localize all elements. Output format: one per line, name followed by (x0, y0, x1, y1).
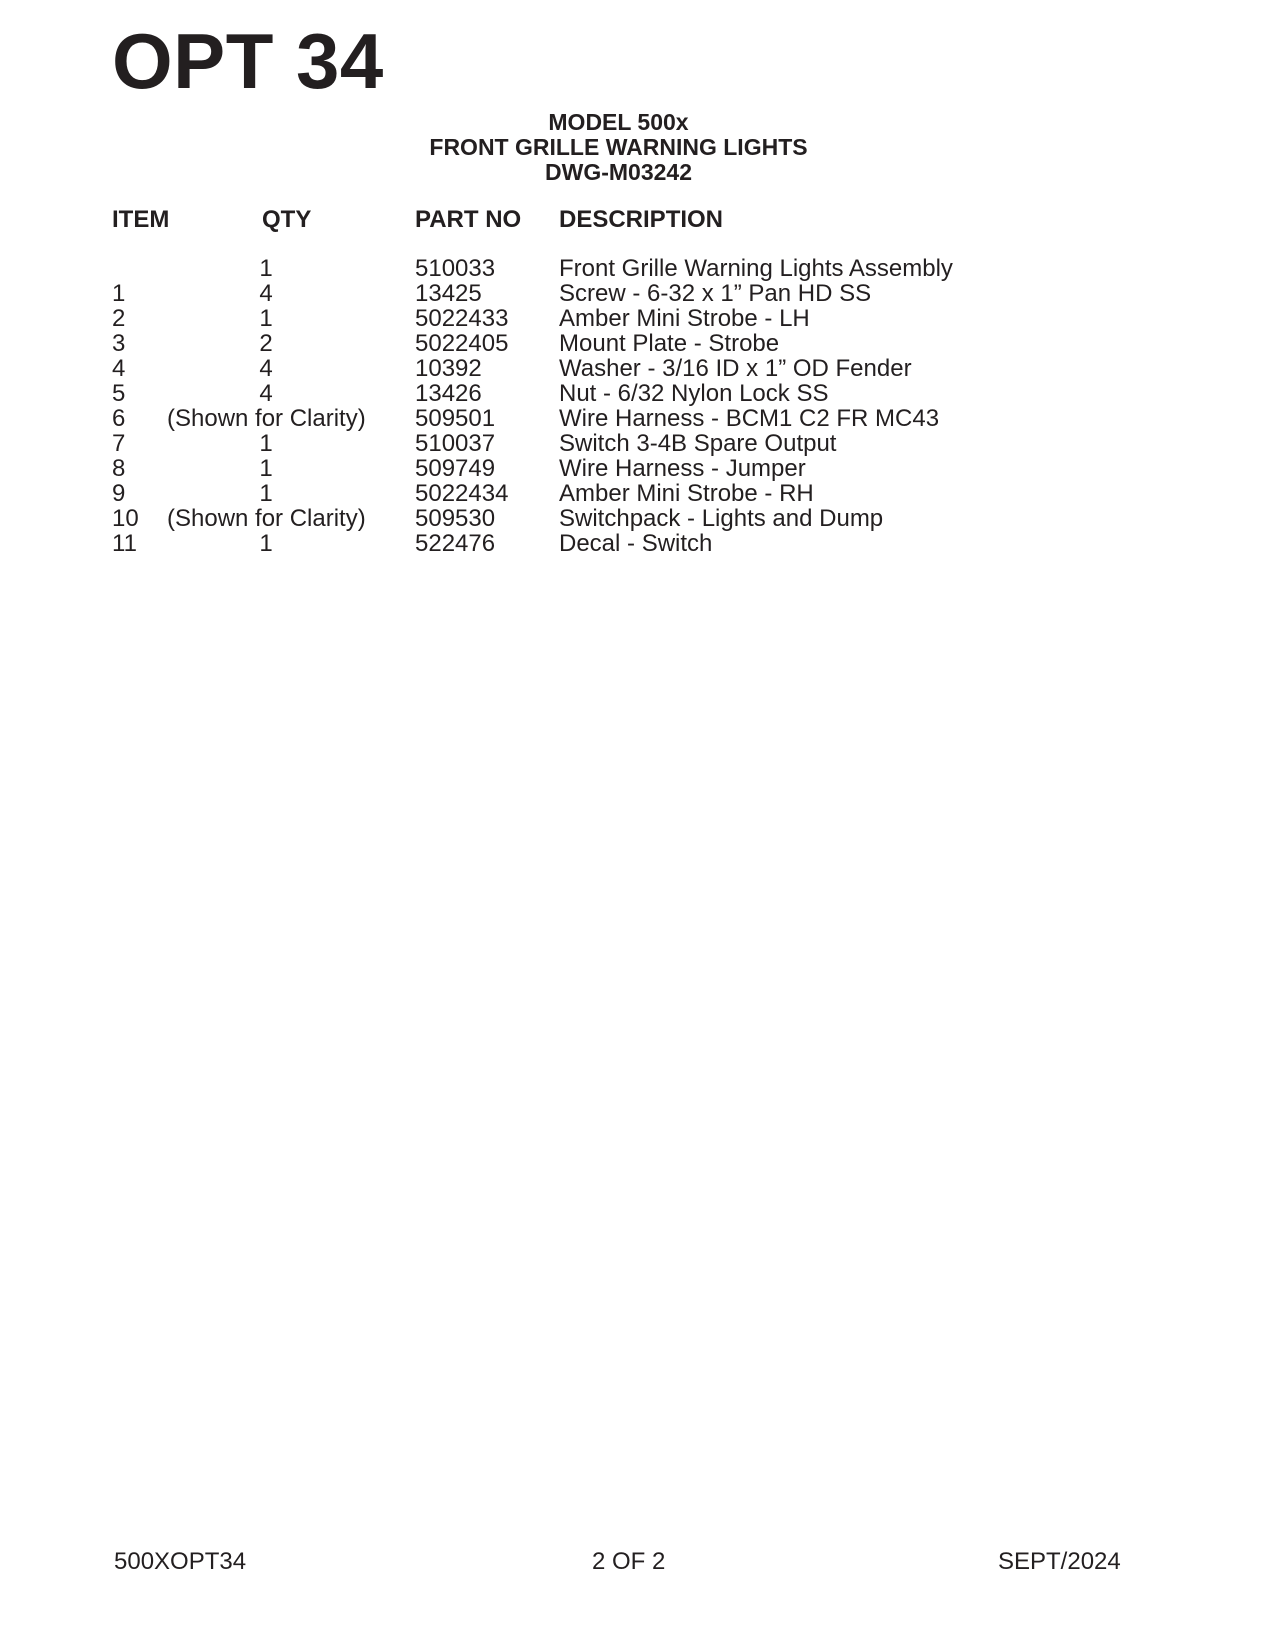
part-no-cell: 5022405 (415, 330, 509, 357)
item-cell: 3 (112, 330, 126, 357)
qty-cell: 1 (259, 305, 273, 332)
footer-page-number: 2 OF 2 (592, 1548, 666, 1575)
footer-date: SEPT/2024 (998, 1548, 1121, 1575)
description-cell: Wire Harness - BCM1 C2 FR MC43 (559, 405, 940, 432)
description-cell: Screw - 6-32 x 1” Pan HD SS (559, 280, 872, 307)
qty-cell: 1 (259, 430, 273, 457)
description-cell: Mount Plate - Strobe (559, 330, 780, 357)
item-cell: 4 (112, 355, 126, 382)
part-no-cell: 509749 (415, 455, 496, 482)
part-no-cell: 5022434 (415, 480, 509, 507)
item-cell: 6 (112, 405, 126, 432)
part-no-cell: 509501 (415, 405, 496, 432)
qty-cell: (Shown for Clarity) (167, 505, 366, 532)
item-cell: 1 (112, 280, 126, 307)
item-cell: 7 (112, 430, 126, 457)
header-item: ITEM (112, 206, 170, 233)
part-no-cell: 509530 (415, 505, 496, 532)
page-title: OPT 34 (112, 17, 384, 105)
item-cell: 10 (112, 505, 139, 532)
description-cell: Switch 3-4B Spare Output (559, 430, 837, 457)
part-no-cell: 522476 (415, 530, 496, 557)
document-heading (0, 110, 1237, 185)
description-cell: Washer - 3/16 ID x 1” OD Fender (559, 355, 912, 382)
footer-document-id: 500XOPT34 (114, 1548, 247, 1575)
description-cell: Amber Mini Strobe - LH (559, 305, 810, 332)
part-no-cell: 5022433 (415, 305, 509, 332)
item-cell: 9 (112, 480, 126, 507)
qty-cell: (Shown for Clarity) (167, 405, 366, 432)
model-name: MODEL 500x (548, 109, 689, 135)
item-cell: 5 (112, 380, 126, 407)
drawing-subject: FRONT GRILLE WARNING LIGHTS (429, 134, 808, 160)
qty-cell: 2 (259, 330, 273, 357)
description-cell: Nut - 6/32 Nylon Lock SS (559, 380, 829, 407)
header-description: DESCRIPTION (559, 206, 724, 233)
description-cell: Amber Mini Strobe - RH (559, 480, 814, 507)
header-qty: QTY (262, 206, 312, 233)
qty-cell: 1 (259, 530, 273, 557)
description-cell: Decal - Switch (559, 530, 713, 557)
description-cell: Switchpack - Lights and Dump (559, 505, 884, 532)
part-no-cell: 13426 (415, 380, 482, 407)
item-cell: 2 (112, 305, 126, 332)
description-cell: Wire Harness - Jumper (559, 455, 806, 482)
qty-cell: 4 (259, 280, 273, 307)
qty-cell: 1 (259, 480, 273, 507)
part-no-cell: 13425 (415, 280, 482, 307)
qty-cell: 4 (259, 380, 273, 407)
part-no-cell: 10392 (415, 355, 482, 382)
description-cell: Front Grille Warning Lights Assembly (559, 255, 953, 282)
item-cell: 11 (112, 530, 137, 557)
drawing-number: DWG-M03242 (545, 159, 692, 185)
item-cell: 8 (112, 455, 126, 482)
part-no-cell: 510033 (415, 255, 496, 282)
qty-cell: 1 (259, 255, 273, 282)
header-part-no: PART NO (415, 206, 522, 233)
qty-cell: 1 (259, 455, 273, 482)
qty-cell: 4 (259, 355, 273, 382)
part-no-cell: 510037 (415, 430, 496, 457)
